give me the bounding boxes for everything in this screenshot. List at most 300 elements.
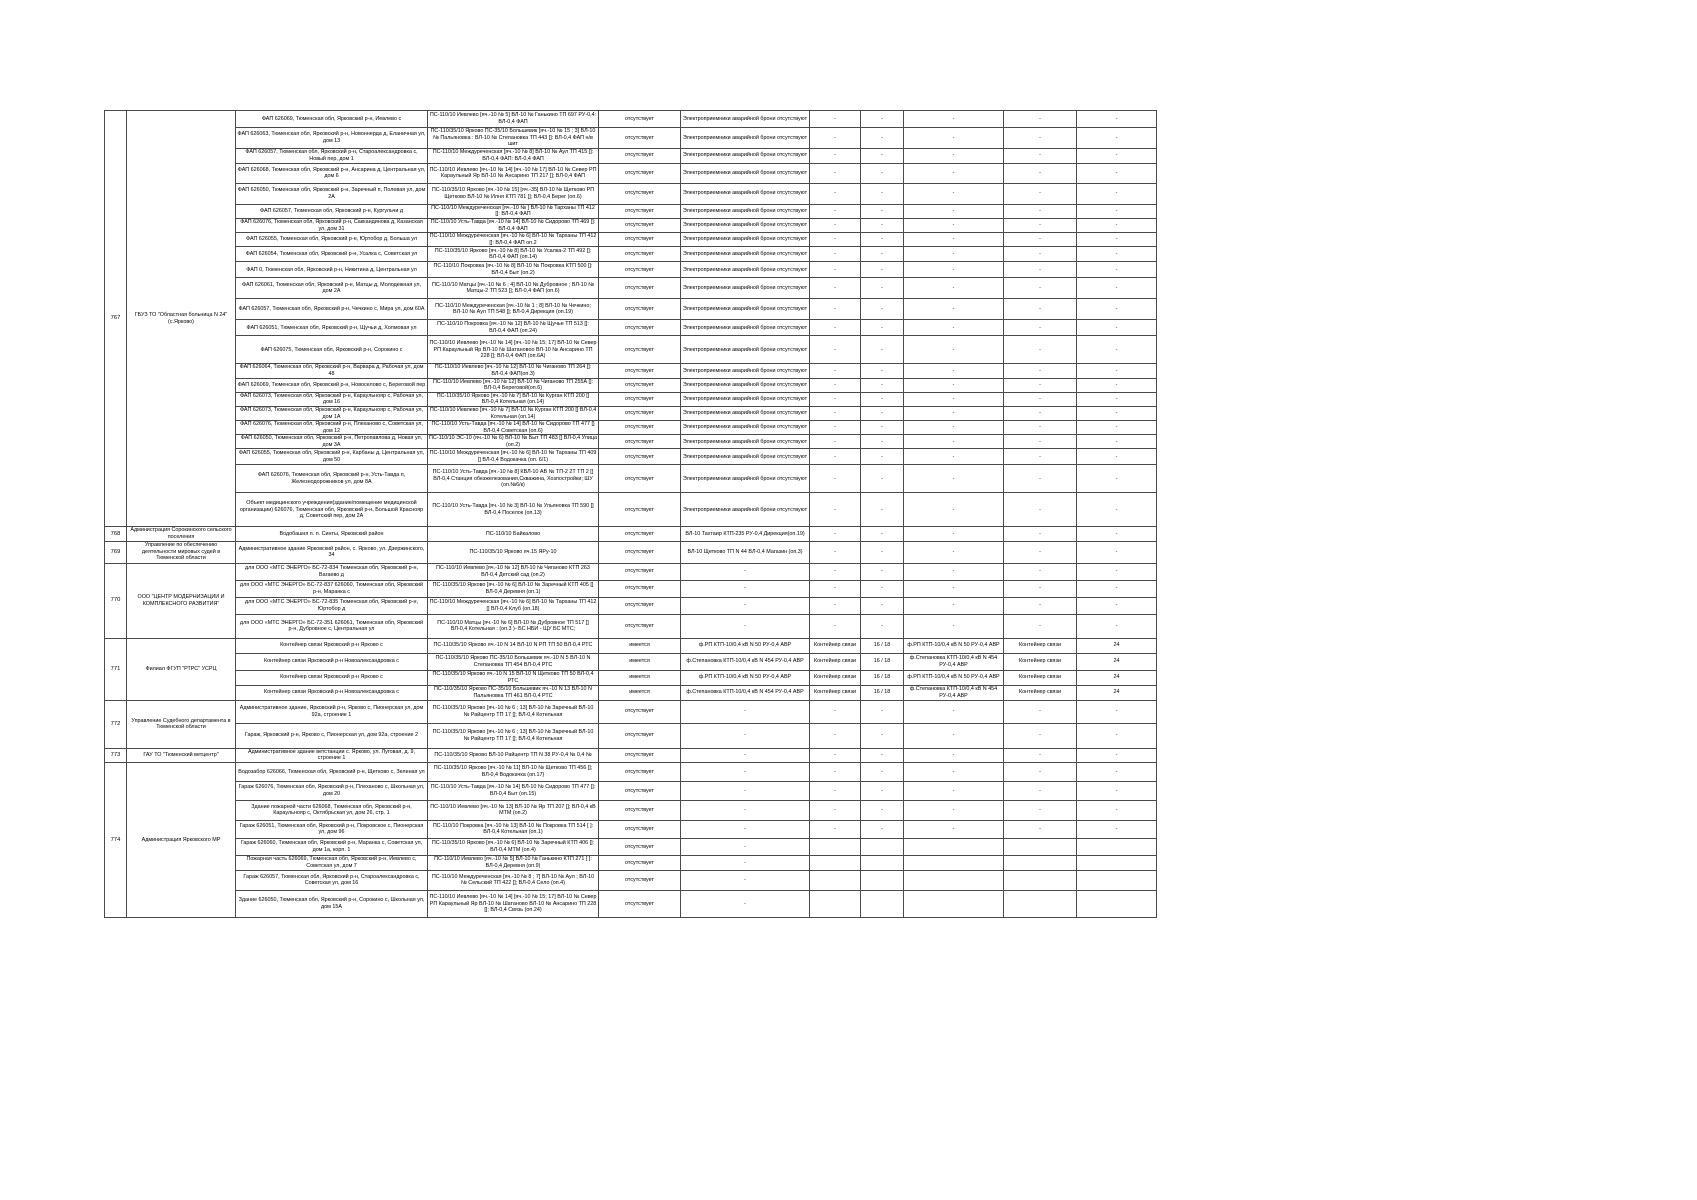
cell-c7: - (904, 406, 1004, 420)
organization-name: Управление Судебного департамента в Тюменской области (127, 700, 236, 748)
cell-c4: - (681, 855, 810, 870)
cell-c9: - (1077, 614, 1157, 638)
cell-c5: - (810, 614, 861, 638)
cell-c2: ПС-110/10 Междуреченская [яч.-10 № 8] ВЛ-10 № Аул ТП 415 []: ВЛ-0,4 ФАП: ВЛ-0,4 ФАП (428, 148, 599, 163)
cell-c4: ф.РП КТП-10/0,4 кВ N 50 РУ-0,4 АВР (681, 670, 810, 685)
cell-c9: - (1077, 435, 1157, 449)
cell-c5: - (810, 364, 861, 378)
cell-c4: ВЛ-10 Щетково ТП N 44 ВЛ-0,4 Магазин (оп.3) (681, 541, 810, 563)
cell-c4: Электроприемники аварийной брони отсутствуют (681, 392, 810, 406)
cell-c7: - (904, 148, 1004, 163)
cell-c8: - (1004, 128, 1077, 149)
cell-c7: - (904, 183, 1004, 204)
table-row (105, 364, 1157, 378)
cell-c1: ФАП 626051, Тюменская обл, Ярковский р-н, Щучьи д, Холмовая ул (236, 320, 428, 336)
table-row (105, 247, 1157, 262)
cell-c7: - (904, 392, 1004, 406)
cell-c8: - (1004, 820, 1077, 838)
cell-c2: ПС-110/10 Иевлево [яч.-10 № 14] [яч.-10 № 15; 17] ВЛ-10 № Север РП Караульный Яр ВЛ-10 № Шатаново ВЛ-10 № Ансарино ТП 228 []; ВЛ-0,4 Связь (оп.24) (428, 890, 599, 917)
table-row (105, 580, 1157, 597)
cell-c8: - (1004, 449, 1077, 465)
cell-c4: Электроприемники аварийной брони отсутствуют (681, 204, 810, 218)
cell-c3: отсутствует (599, 421, 681, 435)
cell-c8: - (1004, 364, 1077, 378)
table-row (105, 449, 1157, 465)
cell-c5: - (810, 278, 861, 299)
row-number: 771 (105, 638, 127, 700)
table-row (105, 406, 1157, 420)
cell-c5: - (810, 218, 861, 232)
cell-c8: Контейнер связи (1004, 670, 1077, 685)
cell-c7: - (904, 204, 1004, 218)
cell-c4: - (681, 762, 810, 781)
cell-c7: - (904, 748, 1004, 762)
cell-c1: Здание пожарной части 626068, Тюменская обл, Ярковский р-н, Караульнояр с, Октябрьская ул, дом 26, стр. 1 (236, 800, 428, 820)
cell-c4: Электроприемники аварийной брони отсутствуют (681, 493, 810, 527)
cell-c3: отсутствует (599, 820, 681, 838)
cell-c4: - (681, 580, 810, 597)
cell-c2: ПС-110/10 Матцы [яч.-10 № 6] ВЛ-10 № Дубровное ТП 517 [] ВЛ-0,4 Котельная : (оп.3 )- БС НБИ - ЩУ БС МТС; (428, 614, 599, 638)
cell-c6: - (861, 580, 904, 597)
cell-c7: ф.РП КТП-10/0,4 кВ N 50 РУ-0,4 АВР (904, 670, 1004, 685)
cell-c7: - (904, 278, 1004, 299)
cell-c9: - (1077, 320, 1157, 336)
cell-c3: отсутствует (599, 392, 681, 406)
cell-c2: ПС-110/10 Междуреченская [яч.-10 № ] ВЛ-10 № Тарханы ТП 412 []: ВЛ-0,4 ФАП (428, 204, 599, 218)
cell-c7: - (904, 493, 1004, 527)
cell-c5: - (810, 204, 861, 218)
cell-c1: ФАП 626057, Тюменская обл, Ярковский р-н, Староалександровка с, Новый пер, дом 1 (236, 148, 428, 163)
cell-c3: отсутствует (599, 614, 681, 638)
cell-c3: отсутствует (599, 838, 681, 855)
cell-c4: - (681, 838, 810, 855)
cell-c7: - (904, 563, 1004, 580)
data-table (104, 110, 1157, 918)
table-row (105, 163, 1157, 183)
cell-c6: - (861, 449, 904, 465)
cell-c7: - (904, 320, 1004, 336)
cell-c9: - (1077, 781, 1157, 800)
cell-c3: отсутствует (599, 870, 681, 890)
cell-c2: ПС-110/10 Покровка [яч.-10 № 13] ВЛ-10 № Покровка ТП 514 [ ]: ВЛ-0,4 Котельная (оп.1) (428, 820, 599, 838)
cell-c4: ф.Степановка КТП-10/0,4 кВ N 454 РУ-0,4 АВР (681, 653, 810, 670)
cell-c8: - (1004, 563, 1077, 580)
table-row (105, 781, 1157, 800)
cell-c2: ПС-110/10 Усть-Тавда [яч.-10 № 14] ВЛ-10 № Сидорово ТП 477 [] ВЛ-0,4 Советская (оп.6) (428, 421, 599, 435)
cell-c9: - (1077, 820, 1157, 838)
cell-c5: - (810, 723, 861, 748)
cell-c1: ФАП 626075, Тюменская обл, Ярковский р-н, Сорокино с (236, 336, 428, 364)
cell-c9: - (1077, 449, 1157, 465)
cell-c4: - (681, 800, 810, 820)
cell-c8 (1004, 870, 1077, 890)
cell-c1: Административное здание, Ярковский р-н, Ярково с, Пионерская ул, дом 92а, строение 1 (236, 700, 428, 723)
cell-c2: ПС-110/35/10 Ярково [яч.-10 № 11] ВЛ-10 № Щетково ТП 456 []; ВЛ-0,4 Водокачка (оп.17) (428, 762, 599, 781)
cell-c5: - (810, 233, 861, 247)
cell-c3: отсутствует (599, 148, 681, 163)
cell-c5 (810, 870, 861, 890)
cell-c1: Контейнер связи Ярковский р-н Ярково с (236, 638, 428, 653)
cell-c8: - (1004, 527, 1077, 541)
organization-name: Администрация Сорокинского сельского поселения (127, 527, 236, 541)
cell-c4: - (681, 614, 810, 638)
cell-c9: - (1077, 111, 1157, 128)
cell-c2: ПС-110/10 Иевлево [яч.-10 № 14] [яч.-10 № 17] ВЛ-10 № Север РП Караульный Яр ВЛ-10 № Ансарино ТП 217 []; ВЛ-0,4 ФАП (428, 163, 599, 183)
cell-c8: - (1004, 247, 1077, 262)
cell-c7 (904, 838, 1004, 855)
cell-c4: Электроприемники аварийной брони отсутствуют (681, 148, 810, 163)
cell-c9: - (1077, 278, 1157, 299)
cell-c3: отсутствует (599, 435, 681, 449)
cell-c8: Контейнер связи (1004, 685, 1077, 700)
cell-c8: - (1004, 421, 1077, 435)
cell-c6: - (861, 762, 904, 781)
cell-c9: - (1077, 597, 1157, 614)
cell-c8: - (1004, 435, 1077, 449)
cell-c5: - (810, 563, 861, 580)
cell-c1: Контейнер связи Ярковский р-н Новоалександровка с (236, 653, 428, 670)
cell-c8: - (1004, 262, 1077, 278)
table-row (105, 233, 1157, 247)
cell-c6: - (861, 392, 904, 406)
cell-c2: ПС-110/35/10 Ярково яч.-10 N 15 ВЛ-10 N Щетково ТП 50 ВЛ-0,4 РТС (428, 670, 599, 685)
cell-c3: отсутствует (599, 111, 681, 128)
cell-c8 (1004, 855, 1077, 870)
cell-c1: для ООО «МТС ЭНЕРГО» БС-72-837 626060, Тюменская обл, Ярковский р-н, Маранка с (236, 580, 428, 597)
cell-c7: - (904, 128, 1004, 149)
cell-c5: - (810, 527, 861, 541)
cell-c3: отсутствует (599, 449, 681, 465)
cell-c8: - (1004, 148, 1077, 163)
cell-c7: - (904, 336, 1004, 364)
cell-c9: - (1077, 406, 1157, 420)
cell-c9: 24 (1077, 685, 1157, 700)
cell-c3: отсутствует (599, 233, 681, 247)
cell-c5: - (810, 406, 861, 420)
cell-c8: - (1004, 580, 1077, 597)
organization-name: ГБУЗ ТО "Областная больница N 24" (с.Ярково) (127, 111, 236, 527)
cell-c2: ПС-110/35/10 Ярково яч.-10 N 14 ВЛ-10 N РП ТП 50 ВЛ-0,4 РТС (428, 638, 599, 653)
cell-c3: отсутствует (599, 597, 681, 614)
cell-c5: - (810, 435, 861, 449)
cell-c5: - (810, 421, 861, 435)
cell-c9: - (1077, 364, 1157, 378)
table-row (105, 670, 1157, 685)
cell-c4: Электроприемники аварийной брони отсутствуют (681, 421, 810, 435)
cell-c1: Водобашня п. п. Синты, Ярковский район (236, 527, 428, 541)
cell-c6: - (861, 465, 904, 493)
cell-c2: ПС-110/35/10 Ярково [яч.-10 № 7] ВЛ-10 № Курган КТП 200 [] ВЛ-0,4 Котельная (оп.14) (428, 392, 599, 406)
table-row (105, 685, 1157, 700)
cell-c3: отсутствует (599, 336, 681, 364)
cell-c1: Гараж 626076, Тюменская обл, Ярковский р-н, Плеханово с, Школьная ул, дом 20 (236, 781, 428, 800)
table-row (105, 890, 1157, 917)
cell-c9: 24 (1077, 638, 1157, 653)
cell-c9: - (1077, 493, 1157, 527)
cell-c4: Электроприемники аварийной брони отсутствуют (681, 128, 810, 149)
cell-c1: ФАП 626061, Тюменская обл, Ярковский р-н, Матцы д, Молодежная ул, дом 2А (236, 278, 428, 299)
row-number: 769 (105, 541, 127, 563)
cell-c9: - (1077, 800, 1157, 820)
cell-c2: ПС-110/10 Усть-Тавда [яч.-10 № 3] ВЛ-10 № Ульяновка ТП 590 [] ВЛ-0,4 Поселок (оп.13) (428, 493, 599, 527)
cell-c8: - (1004, 204, 1077, 218)
cell-c9: - (1077, 262, 1157, 278)
cell-c6: - (861, 247, 904, 262)
cell-c6: - (861, 364, 904, 378)
table-row (105, 262, 1157, 278)
cell-c1: Объект медицинского учреждения(здание/помещение медицинской организации) 626076, Тюменская обл, Ярковский р-н, Большой Краснояр д, Советский пер, дом 2А (236, 493, 428, 527)
cell-c3: отсутствует (599, 406, 681, 420)
cell-c7: - (904, 218, 1004, 232)
cell-c2: ПС-110/35/10 Ярково ВЛ-10 Райцентр ТП N 38 РУ-0,4 № 0,4 № (428, 748, 599, 762)
cell-c9: - (1077, 247, 1157, 262)
table-row (105, 278, 1157, 299)
cell-c2: ПС-110/35/10 Ярково [яч.-10 № 6 ; 13] ВЛ-10 № Заречный ВЛ-10 № Райцентр ТП 17 []; ВЛ-0,4 Котельная (428, 723, 599, 748)
cell-c7: ф.Степановка КТП-10/0,4 кВ N 454 РУ-0,4 АВР (904, 685, 1004, 700)
cell-c2: ПС-110/10 Усть-Тавда [яч.-10 № 14] ВЛ-10 № Сидорово ТП 477 []: ВЛ-0,4 Быт (оп.15) (428, 781, 599, 800)
cell-c1: Здание 626050, Тюменская обл, Ярковский р-н, Сорокино с, Школьная ул, дом 15А (236, 890, 428, 917)
cell-c1: Пожарная часть 626069, Тюменская обл, Ярковский р-н, Иевлево с, Советская ул, дом 7 (236, 855, 428, 870)
cell-c6: - (861, 493, 904, 527)
cell-c8: - (1004, 111, 1077, 128)
cell-c3: отсутствует (599, 855, 681, 870)
cell-c2: ПС-110/10 Байкалово (428, 527, 599, 541)
row-number: 767 (105, 111, 127, 527)
cell-c4: Электроприемники аварийной брони отсутствуют (681, 378, 810, 392)
cell-c6: - (861, 128, 904, 149)
cell-c4: - (681, 563, 810, 580)
cell-c4: - (681, 723, 810, 748)
cell-c6 (861, 890, 904, 917)
table-row (105, 183, 1157, 204)
cell-c1: ФАП 626073, Тюменская обл, Ярковский р-н, Караульнояр с, Рабочая ул, дом 1А (236, 406, 428, 420)
table-row (105, 392, 1157, 406)
cell-c3: имеется (599, 653, 681, 670)
cell-c7: - (904, 541, 1004, 563)
cell-c4: Электроприемники аварийной брони отсутствуют (681, 262, 810, 278)
cell-c6: - (861, 233, 904, 247)
cell-c8: - (1004, 493, 1077, 527)
cell-c8: - (1004, 299, 1077, 320)
cell-c7: - (904, 700, 1004, 723)
cell-c2: ПС-110/10 Междуреченская [яч.-10 № 1 ; 8] ВЛ-10 № Чечкино; ВЛ-10 № Аул ТП 548 []; ВЛ-0,4 Дирекция (оп.19) (428, 299, 599, 320)
cell-c7: - (904, 762, 1004, 781)
cell-c3: имеется (599, 685, 681, 700)
cell-c7: - (904, 435, 1004, 449)
cell-c5: - (810, 128, 861, 149)
cell-c9 (1077, 838, 1157, 855)
cell-c9: - (1077, 563, 1157, 580)
cell-c8: - (1004, 781, 1077, 800)
cell-c2: ПС-110/35/10 Ярково ПС-35/10 Большевик яч.-10 N 13 ВЛ-10 N Пальяновка ТП 461 ВЛ-0,4 РТС (428, 685, 599, 700)
cell-c8 (1004, 890, 1077, 917)
cell-c8: - (1004, 406, 1077, 420)
cell-c9: - (1077, 218, 1157, 232)
cell-c6: - (861, 278, 904, 299)
organization-name: ГАУ ТО "Тюменский ветцентр" (127, 748, 236, 762)
row-number: 774 (105, 762, 127, 917)
cell-c1: Гараж 626060, Тюменская обл, Ярковский р-н, Маранка с, Советская ул, дом 1а, корп. 1 (236, 838, 428, 855)
cell-c1: ФАП 626063, Тюменская обл, Ярковский р-н, Новоннерда д, Еланичная ул, дом 13 (236, 128, 428, 149)
cell-c6: 16 / 18 (861, 670, 904, 685)
cell-c7: - (904, 421, 1004, 435)
table-row (105, 148, 1157, 163)
cell-c3: отсутствует (599, 493, 681, 527)
cell-c8 (1004, 838, 1077, 855)
cell-c6: - (861, 378, 904, 392)
cell-c6: - (861, 163, 904, 183)
table-row (105, 838, 1157, 855)
cell-c3: отсутствует (599, 762, 681, 781)
cell-c6: - (861, 563, 904, 580)
cell-c9: - (1077, 527, 1157, 541)
cell-c3: имеется (599, 638, 681, 653)
cell-c1: ФАП 626069, Тюменская обл, Ярковский р-н, Новоселово с, Береговой пер (236, 378, 428, 392)
table-row (105, 465, 1157, 493)
organization-name: ООО "ЦЕНТР МОДЕРНИЗАЦИИ И КОМПЛЕКСНОГО РАЗВИТИЯ" (127, 563, 236, 638)
cell-c6: - (861, 614, 904, 638)
cell-c6: - (861, 435, 904, 449)
cell-c5: - (810, 163, 861, 183)
table-row (105, 855, 1157, 870)
cell-c3: отсутствует (599, 320, 681, 336)
cell-c6: 16 / 18 (861, 638, 904, 653)
table-row (105, 638, 1157, 653)
cell-c9 (1077, 855, 1157, 870)
cell-c3: отсутствует (599, 541, 681, 563)
cell-c4: Электроприемники аварийной брони отсутствуют (681, 449, 810, 465)
cell-c3: отсутствует (599, 580, 681, 597)
cell-c2: ПС-110/10 Усть-Тавда [яч.-10 № 8] КВЛ-10 АВ № ТП-2 2Т ТП 2 [] ВЛ-0,4 Станция обезжелезования,Скважина, Хозпостройки; ШУ (оп.№6/к) (428, 465, 599, 493)
cell-c7: - (904, 364, 1004, 378)
cell-c2: ПС-110/35/10 Ярково яч.15 ЯРу-10 (428, 541, 599, 563)
cell-c1: ФАП 626073, Тюменская обл, Ярковский р-н, Караульнояр с, Рабочая ул, дом 16 (236, 392, 428, 406)
cell-c2: ПС-110/10 Иевлево [яч.-10 № 7] ВЛ-10 № Курган КТП 200 [] ВЛ-0,4 Котельная (оп.14) (428, 406, 599, 420)
cell-c6: - (861, 781, 904, 800)
cell-c6 (861, 870, 904, 890)
cell-c1: ФАП 626076, Тюменская обл, Ярковский р-н, Саккандинова д, Казанская ул, дом 31 (236, 218, 428, 232)
cell-c3: отсутствует (599, 299, 681, 320)
cell-c5: - (810, 493, 861, 527)
table-row (105, 435, 1157, 449)
cell-c1: для ООО «МТС ЭНЕРГО» БС-72-351 626061, Тюменская обл, Ярковский р-н, Дубровное с, Центральная ул (236, 614, 428, 638)
cell-c8: - (1004, 614, 1077, 638)
cell-c9: - (1077, 204, 1157, 218)
cell-c8: - (1004, 392, 1077, 406)
cell-c5: - (810, 465, 861, 493)
cell-c9: - (1077, 233, 1157, 247)
cell-c5: - (810, 700, 861, 723)
cell-c3: отсутствует (599, 890, 681, 917)
cell-c8: - (1004, 183, 1077, 204)
cell-c1: Водозабор 626066, Тюменская обл, Ярковский р-н, Щетково с, Зеленая ул (236, 762, 428, 781)
cell-c2: ПС-110/10 Покровка [яч.-10 № 12] ВЛ-10 № Щучье ТП 513 []: ВЛ-0,4 ФАП (оп.24) (428, 320, 599, 336)
cell-c7 (904, 890, 1004, 917)
cell-c7: - (904, 723, 1004, 748)
cell-c1: ФАП 626050, Тюменская обл, Ярковский р-н, Заречный п, Полевая ул, дом 2А (236, 183, 428, 204)
cell-c6: - (861, 183, 904, 204)
cell-c1: ФАП 626057, Тюменская обл, Ярковский р-н, Кургульчи д (236, 204, 428, 218)
cell-c5: - (810, 336, 861, 364)
cell-c8: Контейнер связи (1004, 638, 1077, 653)
cell-c8: - (1004, 233, 1077, 247)
cell-c9: - (1077, 748, 1157, 762)
cell-c8: Контейнер связи (1004, 653, 1077, 670)
cell-c7: ф.Степановка КТП-10/0,4 кВ N 454 РУ-0,4 АВР (904, 653, 1004, 670)
cell-c9: - (1077, 378, 1157, 392)
cell-c6: - (861, 406, 904, 420)
cell-c5: - (810, 597, 861, 614)
cell-c9: - (1077, 580, 1157, 597)
cell-c4: Электроприемники аварийной брони отсутствуют (681, 364, 810, 378)
cell-c6: - (861, 111, 904, 128)
cell-c5 (810, 855, 861, 870)
cell-c2: ПС-110/35/10 Ярково [яч.-10 № 6] ВЛ-10 № Заречный КТП 406 []: ВЛ-0,4 МТМ (оп.4) (428, 838, 599, 855)
cell-c1: ФАП 626076, Тюменская обл, Ярковский р-н, Усть-Тавда п, Железнодорожников ул, дом 8А (236, 465, 428, 493)
cell-c4: Электроприемники аварийной брони отсутствуют (681, 406, 810, 420)
cell-c5: - (810, 262, 861, 278)
cell-c5: - (810, 820, 861, 838)
cell-c1: Административное здание ветстанции с. Ярково, ул. Луговая, д. 9, строение 1 (236, 748, 428, 762)
cell-c9: - (1077, 336, 1157, 364)
cell-c4: - (681, 700, 810, 723)
cell-c9: 24 (1077, 653, 1157, 670)
cell-c8: - (1004, 320, 1077, 336)
cell-c2: ПС-110/35/10 Ярково [яч.-10 № 15] [яч.-35] ВЛ-10 № Щетково РП Щетково ВЛ-10 № Илня КТП 781 []; ВЛ-0,4 Берег (оп.6) (428, 183, 599, 204)
cell-c5: Контейнер связи (810, 638, 861, 653)
cell-c2: ПС-110/10 Иевлево [яч.-10 № 12] ВЛ-10 № Чиганово КТП 263 ВЛ-0,4 Детский сад (оп.2) (428, 563, 599, 580)
cell-c1: ФАП 626057, Тюменская обл, Ярковский р-н, Чечкино с, Мира ул, дом 60А (236, 299, 428, 320)
table-row (105, 563, 1157, 580)
cell-c2: ПС-110/10 Усть-Тавда [яч.-10 № 14] ВЛ-10 № Сидорово ТП 469 []: ВЛ-0,4 ФАП (428, 218, 599, 232)
table-row (105, 820, 1157, 838)
cell-c4: - (681, 781, 810, 800)
cell-c3: отсутствует (599, 527, 681, 541)
row-number: 770 (105, 563, 127, 638)
cell-c7: - (904, 614, 1004, 638)
cell-c8: - (1004, 597, 1077, 614)
table-row (105, 336, 1157, 364)
cell-c1: ФАП 626054, Тюменская обл, Ярковский р-н, Усалка с, Советская ул (236, 247, 428, 262)
cell-c9: - (1077, 762, 1157, 781)
cell-c4: Электроприемники аварийной брони отсутствуют (681, 278, 810, 299)
cell-c6: - (861, 262, 904, 278)
cell-c5: - (810, 449, 861, 465)
cell-c8: - (1004, 336, 1077, 364)
cell-c6: - (861, 204, 904, 218)
cell-c9: - (1077, 148, 1157, 163)
cell-c2: ПС-110/10 Междуреченская [яч.-10 № 6] ВЛ-10 № Тарханы ТП 412 [] ВЛ-0,4 Клуб (оп.18) (428, 597, 599, 614)
cell-c5: - (810, 762, 861, 781)
cell-c5: - (810, 247, 861, 262)
cell-c1: Гараж 626057, Тюменская обл, Ярковский р-н, Староалександровка с, Советская ул, дом 16 (236, 870, 428, 890)
cell-c5: - (810, 378, 861, 392)
cell-c6: - (861, 820, 904, 838)
cell-c7: - (904, 262, 1004, 278)
cell-c6: - (861, 527, 904, 541)
cell-c3: отсутствует (599, 700, 681, 723)
cell-c5: Контейнер связи (810, 670, 861, 685)
table-row (105, 597, 1157, 614)
cell-c5: - (810, 111, 861, 128)
cell-c3: отсутствует (599, 278, 681, 299)
cell-c3: отсутствует (599, 800, 681, 820)
cell-c5: - (810, 580, 861, 597)
cell-c6: - (861, 218, 904, 232)
cell-c3: отсутствует (599, 465, 681, 493)
row-number: 772 (105, 700, 127, 748)
cell-c3: отсутствует (599, 748, 681, 762)
